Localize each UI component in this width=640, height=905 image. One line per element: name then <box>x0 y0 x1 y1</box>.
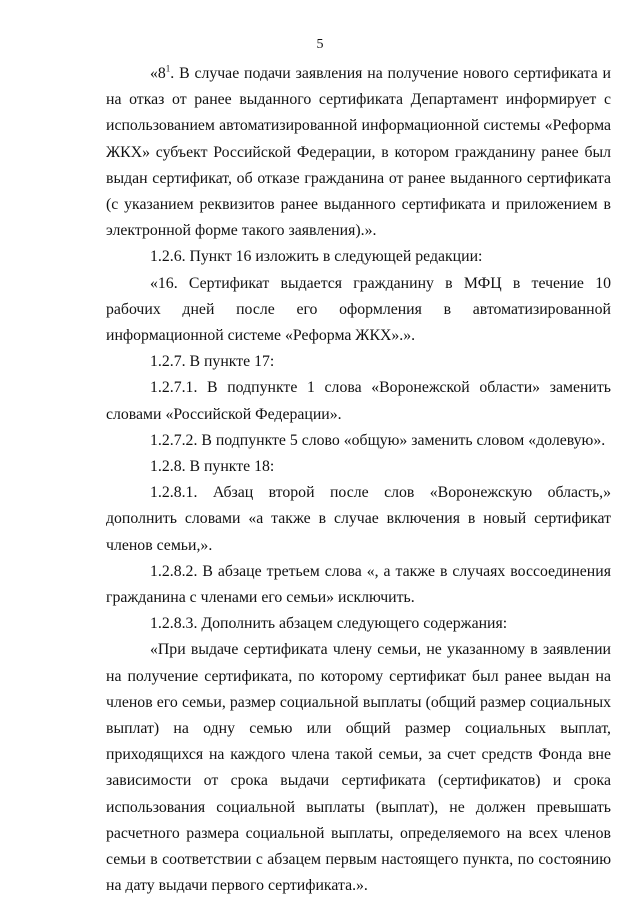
paragraph-1-2-6: 1.2.6. Пункт 16 изложить в следующей редакции: <box>150 248 483 266</box>
paragraph-8-1-start: «8 <box>150 65 166 82</box>
paragraph-8-1-text: . В случае подачи заявления на получение нового сертификата и на отказ от ранее выданного сертификата Департамент информирует с использованием автоматизированной информационной системы «Реформа ЖКХ» субъект Российской Федерации, в котором гражданину ранее был выдан сертификат, об отказе гражданина от ранее выданного сертификата (с указанием реквизитов ранее выданного сертификата и приложением в электронной форме такого заявления).». <box>106 65 611 240</box>
superscript-1: 1 <box>165 63 171 74</box>
page-number: 5 <box>316 37 324 52</box>
paragraph-1-2-7-1: 1.2.7.1. В подпункте 1 слова «Воронежской области» заменить словами «Российской Федерации». <box>106 379 611 423</box>
paragraph-1-2-7: 1.2.7. В пункте 17: <box>150 353 275 371</box>
paragraph-1-2-8-3: 1.2.8.3. Дополнить абзацем следующего содержания: <box>150 615 508 633</box>
paragraph-1-2-8: 1.2.8. В пункте 18: <box>150 458 275 476</box>
paragraph-point-16: «16. Сертификат выдается гражданину в МФЦ в течение 10 рабочих дней после его оформления в автоматизированной информационной системе «Реформа ЖКХ».». <box>106 274 611 345</box>
document-body <box>106 61 611 900</box>
paragraph-8-1 <box>106 61 611 244</box>
paragraph-1-2-8-1: 1.2.8.1. Абзац второй после слов «Воронежскую область,» дополнить словами «а также в случае включения в новый сертификат членов семьи,». <box>106 484 611 554</box>
paragraph-new-abzac: «При выдаче сертификата члену семьи, не указанному в заявлении на получение сертификата, по которому сертификат был ранее выдан на членов его семьи, размер социальной выплаты (общий размер социальных выплат) на одну семью или общий размер социальных выплат, приходящихся на каждого члена такой семьи, за счет средств Фонда вне зависимости от срока выдачи сертификата (сертификатов) и срока использования социальной выплаты (выплат), не должен превышать расчетного размера социальной выплаты, определяемого на всех членов семьи в соответствии с абзацем первым настоящего пункта, по состоянию на дату выдачи первого сертификата.». <box>106 641 611 895</box>
paragraph-1-2-7-2: 1.2.7.2. В подпункте 5 слово «общую» заменить словом «долевую». <box>150 431 606 449</box>
paragraph-1-2-8-2: 1.2.8.2. В абзаце третьем слова «, а также в случаях воссоединения гражданина с членами его семьи» исключить. <box>106 562 611 607</box>
